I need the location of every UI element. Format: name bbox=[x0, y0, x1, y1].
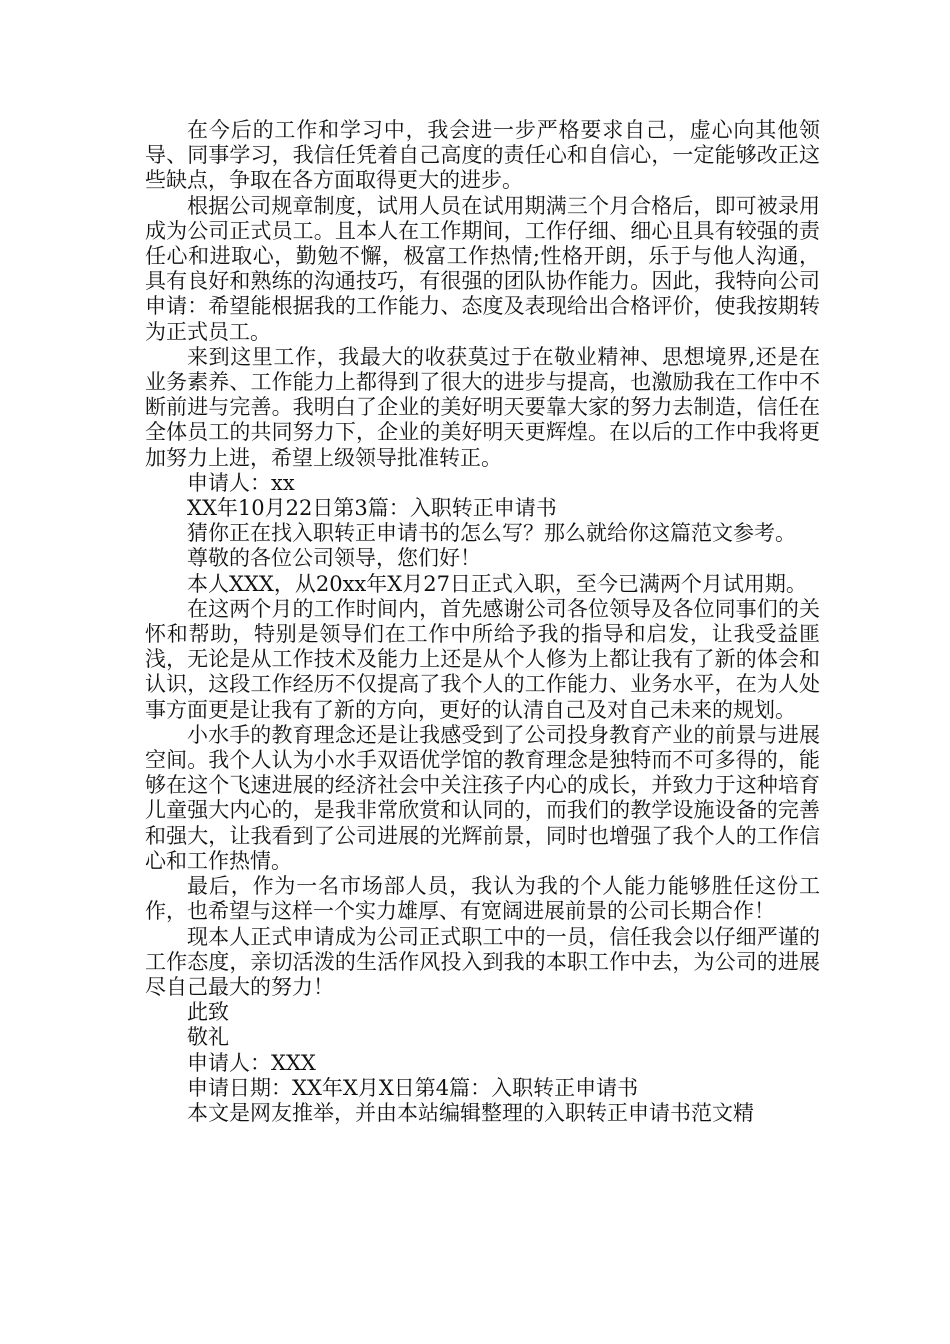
application-date-line: 申请日期：XX年X月X日第4篇：入职转正申请书 bbox=[187, 1075, 639, 1100]
final-line: 本文是网友推举，并由本站编辑整理的入职转正申请书范文精 bbox=[187, 1100, 754, 1125]
closing-line-2: 敬礼 bbox=[187, 1025, 229, 1050]
paragraph-2: 根据公司规章制度，试用人员在试用期满三个月合格后，即可被录用成为公司正式员工。且本人在工作期间，工作仔细、细心且具有较强的责任心和进取心，勤勉不懈，极富工作热情;性格开朗，乐于与他人沟通，具有良好和熟练的沟通技巧，有很强的团队协作能力。因此，我特向公司申请：希望能根据我的工作能力、态度及表现给出合格评价，使我按期转为正式员工。 bbox=[145, 193, 820, 344]
salutation-line: 尊敬的各位公司领导，您们好！ bbox=[187, 546, 481, 571]
paragraph-7: 最后，作为一名市场部人员，我认为我的个人能力能够胜任这份工作，也希望与这样一个实力雄厚、有宽阔进展前景的公司长期合作！ bbox=[145, 874, 820, 924]
closing-line-1: 此致 bbox=[187, 1000, 229, 1025]
applicant-line-2: 申请人：XXX bbox=[187, 1050, 316, 1075]
paragraph-1: 在今后的工作和学习中，我会进一步严格要求自己，虚心向其他领导、同事学习，我信任凭着自己高度的责任心和自信心，一定能够改正这些缺点，争取在各方面取得更大的进步。 bbox=[145, 118, 820, 193]
paragraph-intro: 猜你正在找入职转正申请书的怎么写？那么就给你这篇范文参考。 bbox=[187, 521, 796, 546]
paragraph-3: 来到这里工作，我最大的收获莫过于在敬业精神、思想境界,还是在业务素养、工作能力上都得到了很大的进步与提高，也激励我在工作中不断前进与完善。我明白了企业的美好明天要靠大家的努力去制造，信任在全体员工的共同努力下，企业的美好明天更辉煌。在以后的工作中我将更加努力上进，希望上级领导批准转正。 bbox=[145, 344, 820, 470]
applicant-line: 申请人：xx bbox=[187, 470, 295, 495]
date-heading-line: XX年10月22日第3篇：入职转正申请书 bbox=[187, 496, 557, 521]
paragraph-5: 在这两个月的工作时间内，首先感谢公司各位领导及各位同事们的关怀和帮助，特别是领导们在工作中所给予我的指导和启发，让我受益匪浅，无论是从工作技术及能力上还是从个人修为上都让我有了新的体会和认识，这段工作经历不仅提高了我个人的工作能力、业务水平，在为人处事方面更是让我有了新的方向，更好的认清自己及对自己未来的规划。 bbox=[145, 596, 820, 722]
document-page bbox=[145, 118, 820, 1126]
paragraph-4: 本人XXX，从20xx年X月27日正式入职，至今已满两个月试用期。 bbox=[187, 571, 807, 596]
paragraph-8: 现本人正式申请成为公司正式职工中的一员，信任我会以仔细严谨的工作态度，亲切活泼的生活作风投入到我的本职工作中去，为公司的进展尽自己最大的努力！ bbox=[145, 924, 820, 999]
paragraph-6: 小水手的教育理念还是让我感受到了公司投身教育产业的前景与进展空间。我个人认为小水手双语优学馆的教育理念是独特而不可多得的，能够在这个飞速进展的经济社会中关注孩子内心的成长，并致力于这种培育儿童强大内心的，是我非常欣赏和认同的，而我们的教学设施设备的完善和强大，让我看到了公司进展的光辉前景，同时也增强了我个人的工作信心和工作热情。 bbox=[145, 722, 820, 873]
